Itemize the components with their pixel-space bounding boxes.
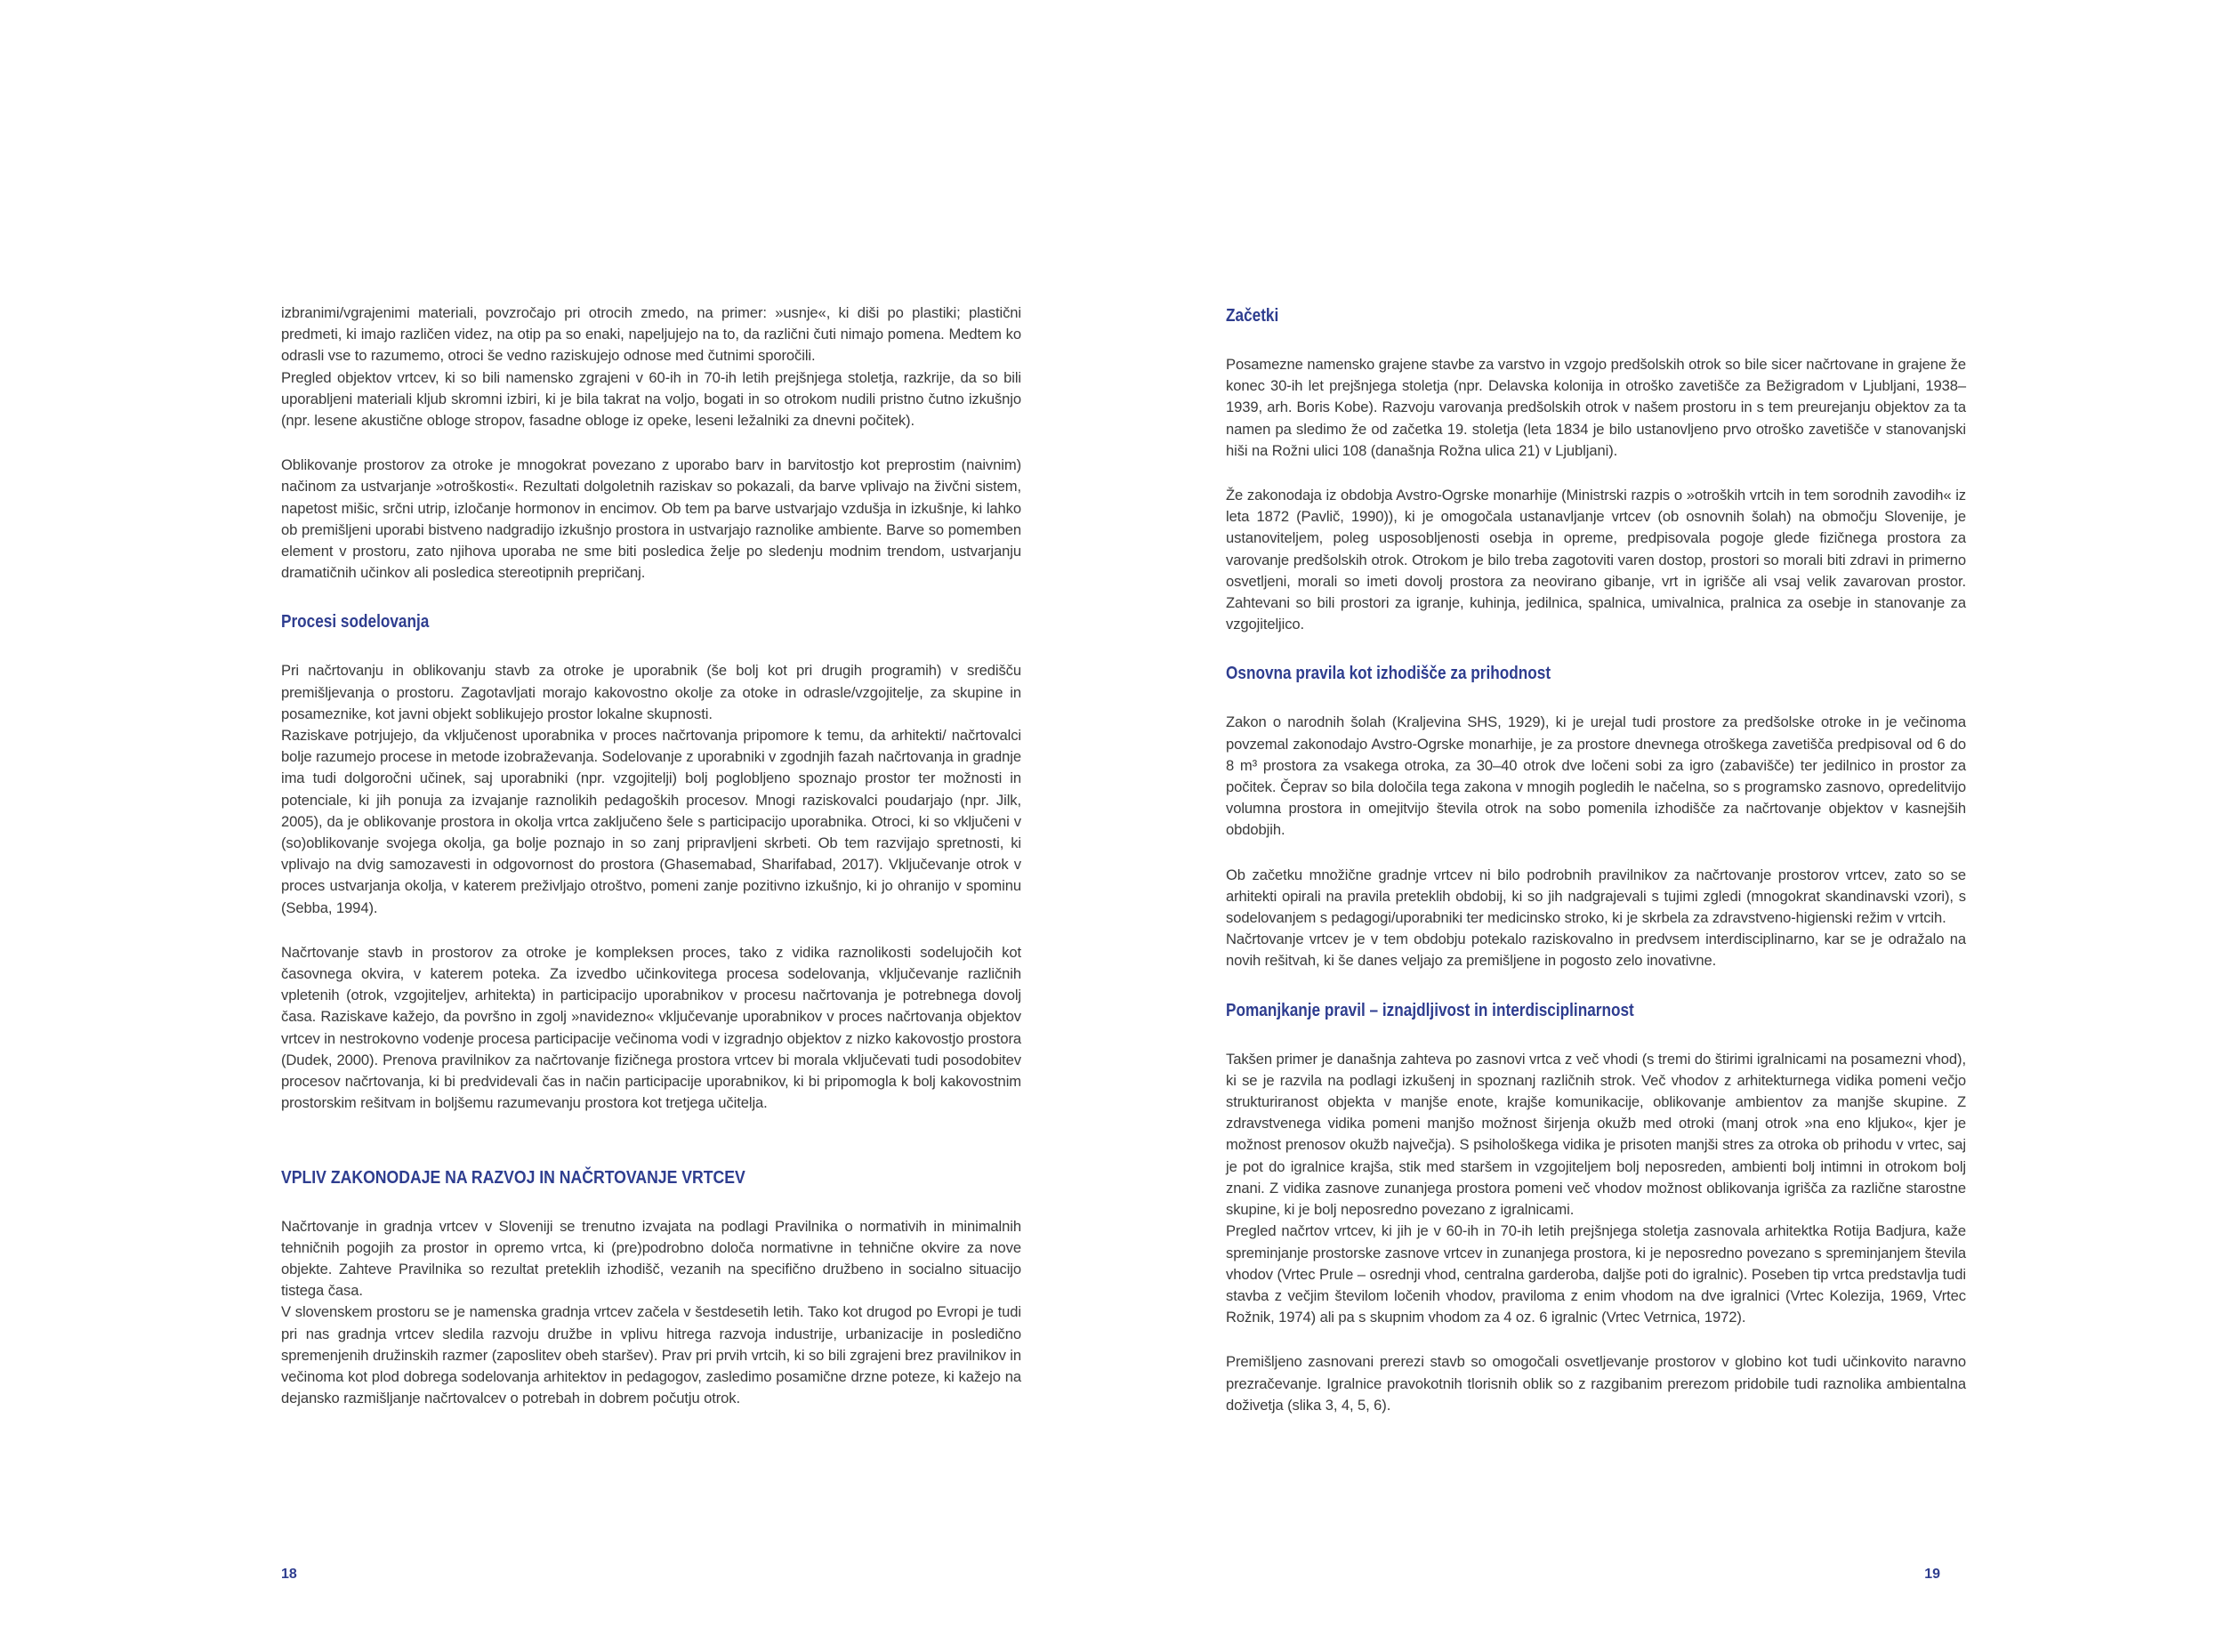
right-text-column	[1226, 302, 1966, 1439]
body-paragraph: Zakon o narodnih šolah (Kraljevina SHS, 1929), ki je urejal tudi prostore za predšolske otroke in je večinoma povzemal zakonodajo Avstro-Ogrske monarhije, je za prostore dnevnega otroškega zavetišča predpisoval od 6 do 8 m³ prostora za vsakega otroka, za 30–40 otrok dve ločeni sobi za igro (zabavišče) ter jedilnico in prostor za počitek. Čeprav so bila določila tega zakona v mnogih pogledih le načelna, so s programsko zasnovo, opredelitvijo volumna prostora in omejitvijo števila otrok na sobo pomenila izhodišče za načrtovanje objektov v kasnejših obdobjih.	[1226, 713, 1966, 839]
body-paragraph: Pri načrtovanju in oblikovanju stavb za otroke je uporabnik (še bolj kot pri drugih programih) v središču premišljevanja o prostoru. Zagotavljati morajo kakovostno okolje za otoke in odrasle/vzgojitelje, za skupine in posameznike, kot javni objekt soblikujejo prostor lokalne skupnosti.	[281, 662, 1021, 722]
body-paragraph: Že zakonodaja iz obdobja Avstro-Ogrske monarhije (Ministrski razpis o »otroških vrtcih in tem sorodnih zavodih« iz leta 1872 (Pavlič, 1990)), ki je omogočala ustanavljanje vrtcev (ob osnovnih šolah) na območju Slovenije, je ustanoviteljem, poleg usposobljenosti osebja in opreme, predpisovala pogoje glede fizičnega prostora za varovanje predšolskih otrok. Otrokom je bilo treba zagotoviti varen dostop, prostori so morali biti zdravi in primerno osvetljeni, morali so imeti dovolj prostora za neovirano gibanje, vrt in igrišče ali vsaj velik zavarovan prostor. Zahtevani so bili prostori za igranje, kuhinja, jedilnica, spalnica, umivalnica, pralnica za osebje in stanovanje za vzgojiteljico.	[1226, 487, 1966, 633]
section-heading: Začetki	[1226, 306, 1279, 326]
section-heading: Procesi sodelovanja	[281, 612, 430, 633]
body-paragraph: Pregled objektov vrtcev, ki so bili namensko zgrajeni v 60-ih in 70-ih letih prejšnjega stoletja, razkrije, da so bili uporabljeni materiali kljub skromni izbiri, ki je bila takrat na voljo, bogati in so otrokom nudili pristno čutno izkušnjo (npr. lesene akustične obloge stropov, fasadne obloge iz opeke, leseni ležalniki za dnevni počitek).	[281, 368, 1021, 430]
body-paragraph: izbranimi/vgrajenimi materiali, povzročajo pri otrocih zmedo, na primer: »usnje«, ki diši po plastiki; plastični predmeti, ki imajo različen videz, na otip pa so enaki, napeljujejo na to, da različni čuti nimajo pomena. Medtem ko odrasli vse to razumemo, otroci še vedno raziskujejo odnose med čutnimi sporočili.	[281, 304, 1021, 365]
body-paragraph: Raziskave potrjujejo, da vključenost uporabnika v proces načrtovanja pripomore k temu, da arhitekti/ načrtovalci bolje razumejo procese in metode izobraževanja. Sodelovanje z uporabniki v zgodnjih fazah načrtovanja in gradnje ima tudi dolgoročni učinek, saj uporabniki (npr. vzgojitelji) bolj poglobljeno spoznajo prostor ter možnosti in potenciale, ki jih ponuja za izvajanje raznolikih pedagoških procesov. Mnogi raziskovalci poudarjajo (npr. Jilk, 2005), da je oblikovanje prostora in okolja vrtca zaključeno šele s participacijo uporabnika. Otroci, ki so vključeni v (so)oblikovanje svojega okolja, ga bolje poznajo in so zanj pripravljeni skrbeti. Ob tem razvijajo spretnosti, ki vplivajo na dvig samozavesti in odgovornost do prostora (Ghasemabad, Sharifabad, 2017). Vključevanje otrok v proces ustvarjanja okolja, v katerem preživljajo otroštvo, pomeni zanje pozitivno izkušnjo, ki jo ohranijo v spominu (Sebba, 1994).	[281, 727, 1021, 916]
section-heading: Osnovna pravila kot izhodišče za prihodnost	[1226, 664, 1551, 684]
page-number: 18	[281, 1567, 297, 1582]
body-paragraph: Premišljeno zasnovani prerezi stavb so omogočali osvetljevanje prostorov v globino kot tudi učinkovito naravno prezračevanje. Igralnice pravokotnih tlorisnih oblik so z razgibanim prerezom pridobile tudi raznolika ambientalna doživetja (slika 3, 4, 5, 6).	[1226, 1353, 1966, 1414]
body-paragraph: Posamezne namensko grajene stavbe za varstvo in vzgojo predšolskih otrok so bile sicer načrtovane in grajene že konec 30-ih let prejšnjega stoletja (npr. Delavska kolonija in otroško zavetišče za Bežigradom v Ljubljani, 1938–1939, arh. Boris Kobe). Razvoju varovanja predšolskih otrok v našem prostoru in s tem preurejanju objektov za ta namen pa sledimo že od začetka 19. stoletja (leta 1834 je bilo ustanovljeno prvo otroško zavetišče v stanovanjski hiši na Rožni ulici 108 (današnja Rožna ulica 21) v Ljubljani).	[1226, 356, 1966, 459]
body-paragraph: Pregled načrtov vrtcev, ki jih je v 60-ih in 70-ih letih prejšnjega stoletja zasnovala arhitektka Rotija Badjura, kaže spreminjanje prostorske zasnove vrtcev in zunanjega prostora, ki je neposredno povezano s spreminjanjem števila vhodov (Vrtec Prule – osrednji vhod, centralna garderoba, daljše poti do igralnic). Poseben tip vrtca predstavlja tudi stavba z večjim številom ločenih vhodov, praviloma z enim vhodom na dve igralnici (Vrtec Kolezija, 1969, Vrtec Rožnik, 1974) ali pa s skupnim vhodom za 4 oz. 6 igralnic (Vrtec Vetrnica, 1972).	[1226, 1222, 1966, 1326]
section-heading: Pomanjkanje pravil – iznajdljivost in interdisciplinarnost	[1226, 1000, 1634, 1020]
chapter-heading: VPLIV ZAKONODAJE NA RAZVOJ IN NAČRTOVANJE VRTCEV	[281, 1166, 745, 1188]
body-paragraph: Načrtovanje stavb in prostorov za otroke je kompleksen proces, tako z vidika raznolikosti sodelujočih kot časovnega okvira, v katerem poteka. Za izvedbo učinkovitega procesa sodelovanja, vključevanje različnih vpletenih (otrok, vzgojiteljev, arhitekta) in participacijo uporabnikov v procesu načrtovanja je potrebnega dovolj časa. Raziskave kažejo, da površno in zgolj »navidezno« vključevanje uporabnikov v proces načrtovanja objektov vrtcev in nestrokovno vodenje procesa participacije večinoma vodi v izgradnjo objektov z nizko kakovostjo prostora (Dudek, 2000). Prenova pravilnikov za načrtovanje fizičnega prostora vrtcev bi morala vključevati tudi posodobitev procesov načrtovanja, ki bi predvidevali čas in način participacije uporabnikov, ki bi pripomogla k bolj kakovostnim prostorskim rešitvam in boljšemu razumevanju prostora kot tretjega učitelja.	[281, 943, 1021, 1112]
body-paragraph: Oblikovanje prostorov za otroke je mnogokrat povezano z uporabo barv in barvitostjo kot preprostim (naivnim) načinom za ustvarjanje »otroškosti«. Rezultati dolgoletnih raziskav so pokazali, da barve vplivajo na živčni sistem, napetost mišic, srčni utrip, izločanje hormonov in encimov. Ob tem pa barve ustvarjajo vzdušja in izkušnje, ki lahko ob premišljeni uporabi bistveno nadgradijo izkušnjo prostora in ustvarjajo raznolike ambiente. Barve so pomemben element v prostoru, zato njihova uporaba ne sme biti posledica želje po sledenju modnim trendom, ustvarjanju dramatičnih učinkov ali posledica stereotipnih prepričanj.	[281, 456, 1021, 582]
body-paragraph: Takšen primer je današnja zahteva po zasnovi vrtca z več vhodi (s tremi do štirimi igralnicami na posamezni vhod), ki se je razvila na podlagi izkušenj in spoznanj različnih strok. Več vhodov z arhitekturnega vidika pomeni večjo strukturiranost objekta v manjše enote, krajše komunikacije, oblikovanje ambientov za manjše skupine. Z zdravstvenega vidika pomeni manjšo možnost širjenja okužb med otroki (manj otrok »na eno kljuko«, kjer je možnost prenosov okužb največja). S psihološkega vidika je prisoten manjši stres za otroka ob prihodu v vrtec, saj je pot do igralnice krajša, stik med staršem in vzgojiteljem bolj neposreden, ambienti bolj intimni in otrokom bolj znani. Z vidika zasnove zunanjega prostora pomeni več vhodov možnost oblikovanja igrišča za različne starostne skupine, ki je bolj neposredno povezano z igralnicami.	[1226, 1050, 1966, 1219]
left-text-column	[281, 302, 1021, 1432]
page-number: 19	[1924, 1567, 1940, 1582]
body-paragraph: Načrtovanje vrtcev je v tem obdobju potekalo raziskovalno in predvsem interdisciplinarno, kar se je odražalo na novih rešitvah, ki še danes veljajo za premišljene in pogosto zelo inovativne.	[1226, 931, 1966, 970]
body-paragraph: Načrtovanje in gradnja vrtcev v Sloveniji se trenutno izvajata na podlagi Pravilnika o normativih in minimalnih tehničnih pogojih za prostor in opremo vrtca, ki (pre)podrobno določa normativne in tehnične okvire za nove objekte. Zahteve Pravilnika so rezultat preteklih izhodišč, vezanih na specifično družbeno in socialno situacijo tistega časa.	[281, 1217, 1021, 1300]
body-paragraph: V slovenskem prostoru se je namenska gradnja vrtcev začela v šestdesetih letih. Tako kot drugod po Evropi je tudi pri nas gradnja vrtcev sledila razvoju družbe in vplivu hitrega razvoja industrije, urbanizacije in posledično spremenjenih družinskih razmer (zaposlitev obeh staršev). Prav pri prvih vrtcih, ki so bili zgrajeni brez pravilnikov in večinoma kot plod dobrega sodelovanja arhitektov in pedagogov, zasledimo posamične drzne poteze, ki kažejo na dejansko razmišljanje načrtovalcev o potrebah in dobrem počutju otrok.	[281, 1303, 1021, 1407]
right-page	[1112, 0, 2224, 1652]
body-paragraph: Ob začetku množične gradnje vrtcev ni bilo podrobnih pravilnikov za načrtovanje prostorov vrtcev, zato so se arhitekti opirali na pravila preteklih obdobij, ki so jih nadgrajevali s tujimi zgledi (mnogokrat skandinavski vzori), s sodelovanjem s pedagogi/uporabniki ter medicinsko stroko, ki je skrbela za zdravstveno-higienski režim v vrtcih.	[1226, 866, 1966, 927]
